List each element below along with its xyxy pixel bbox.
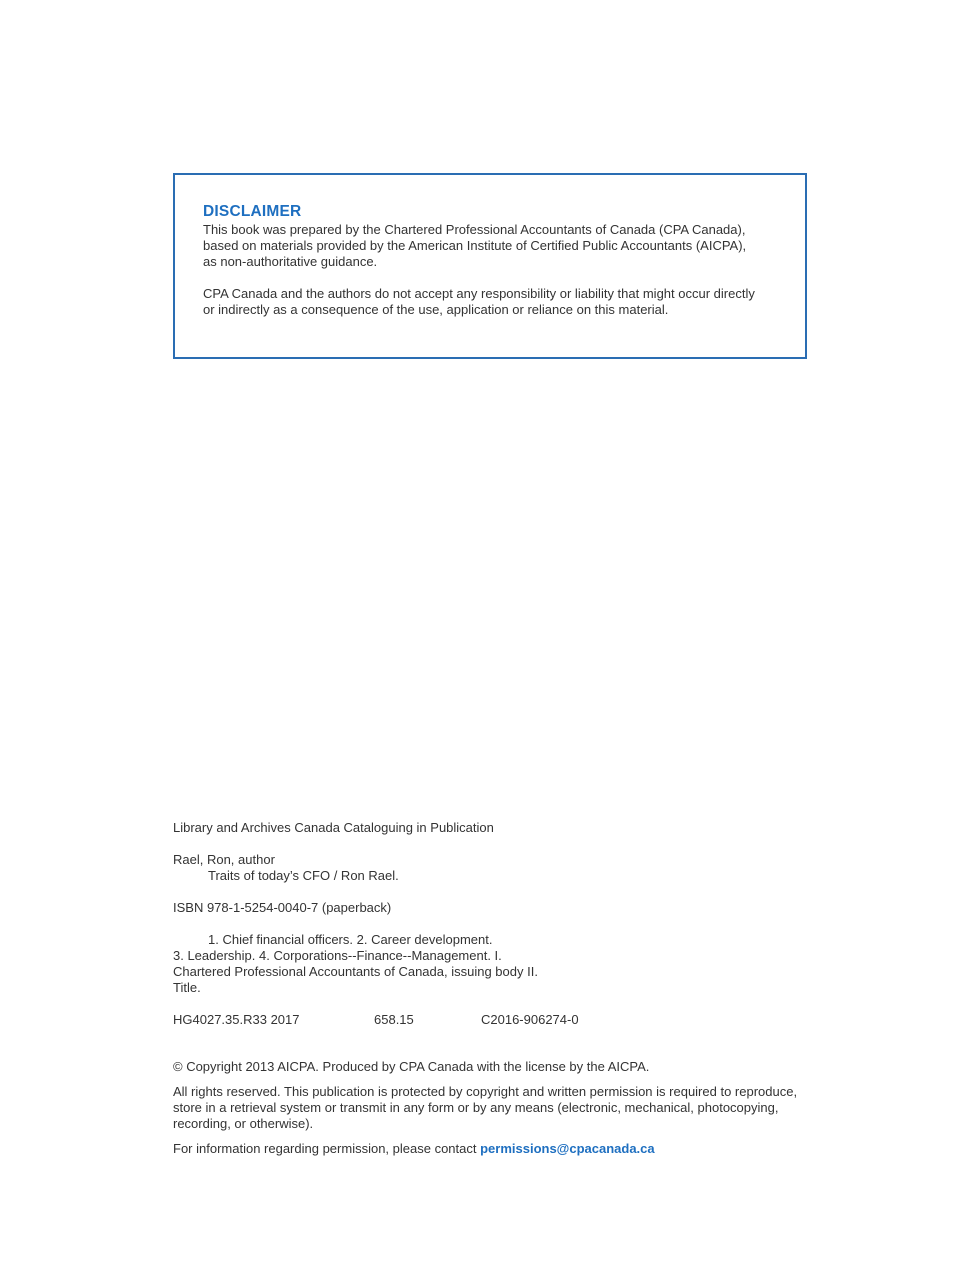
subjects-first-line: 1. Chief financial officers. 2. Career development.	[208, 932, 493, 947]
disclaimer-paragraph-1: This book was prepared by the Chartered Professional Accountants of Canada (CPA Canada), based on materials provided by the American Institute of Certified Public Accountants (AICPA), as non-authoritative guidance.	[203, 222, 747, 269]
copyright-line: © Copyright 2013 AICPA. Produced by CPA Canada with the license by the AICPA.	[173, 1059, 650, 1074]
rights-section	[173, 1059, 813, 1166]
disclaimer-paragraph-2: CPA Canada and the authors do not accept any responsibility or liability that might occur directly or indirectly as a consequence of the use, application or reliance on this material.	[203, 286, 755, 317]
isbn-line: ISBN 978-1-5254-0040-7 (paperback)	[173, 900, 392, 915]
author-line: Rael, Ron, author	[173, 852, 275, 867]
book-title-line: Traits of today’s CFO / Ron Rael.	[208, 868, 399, 883]
lc-call-number: HG4027.35.R33 2017	[173, 1012, 300, 1027]
permissions-email-link[interactable]: permissions@cpacanada.ca	[480, 1141, 655, 1156]
cataloguing-section	[173, 820, 813, 1028]
canadiana-number: C2016-906274-0	[481, 1012, 579, 1027]
dewey-number: 658.15	[374, 1012, 414, 1027]
permission-contact-text: For information regarding permission, please contact	[173, 1141, 481, 1156]
disclaimer-title: DISCLAIMER	[203, 203, 302, 220]
cataloguing-heading: Library and Archives Canada Cataloguing in Publication	[173, 820, 494, 835]
author-block	[173, 852, 813, 884]
disclaimer-box	[173, 173, 807, 359]
subjects-rest: 3. Leadership. 4. Corporations--Finance--Management. I. Chartered Professional Accountants of Canada, issuing body II. Title.	[173, 948, 538, 995]
classification-row	[173, 1012, 813, 1028]
subjects-block	[173, 932, 553, 996]
permission-contact-line	[173, 1141, 813, 1157]
rights-reserved-text: All rights reserved. This publication is protected by copyright and written permission is required to reproduce, store in a retrieval system or transmit in any form or by any means (electronic, mechanical, photocopying, recording, or otherwise).	[173, 1084, 798, 1131]
